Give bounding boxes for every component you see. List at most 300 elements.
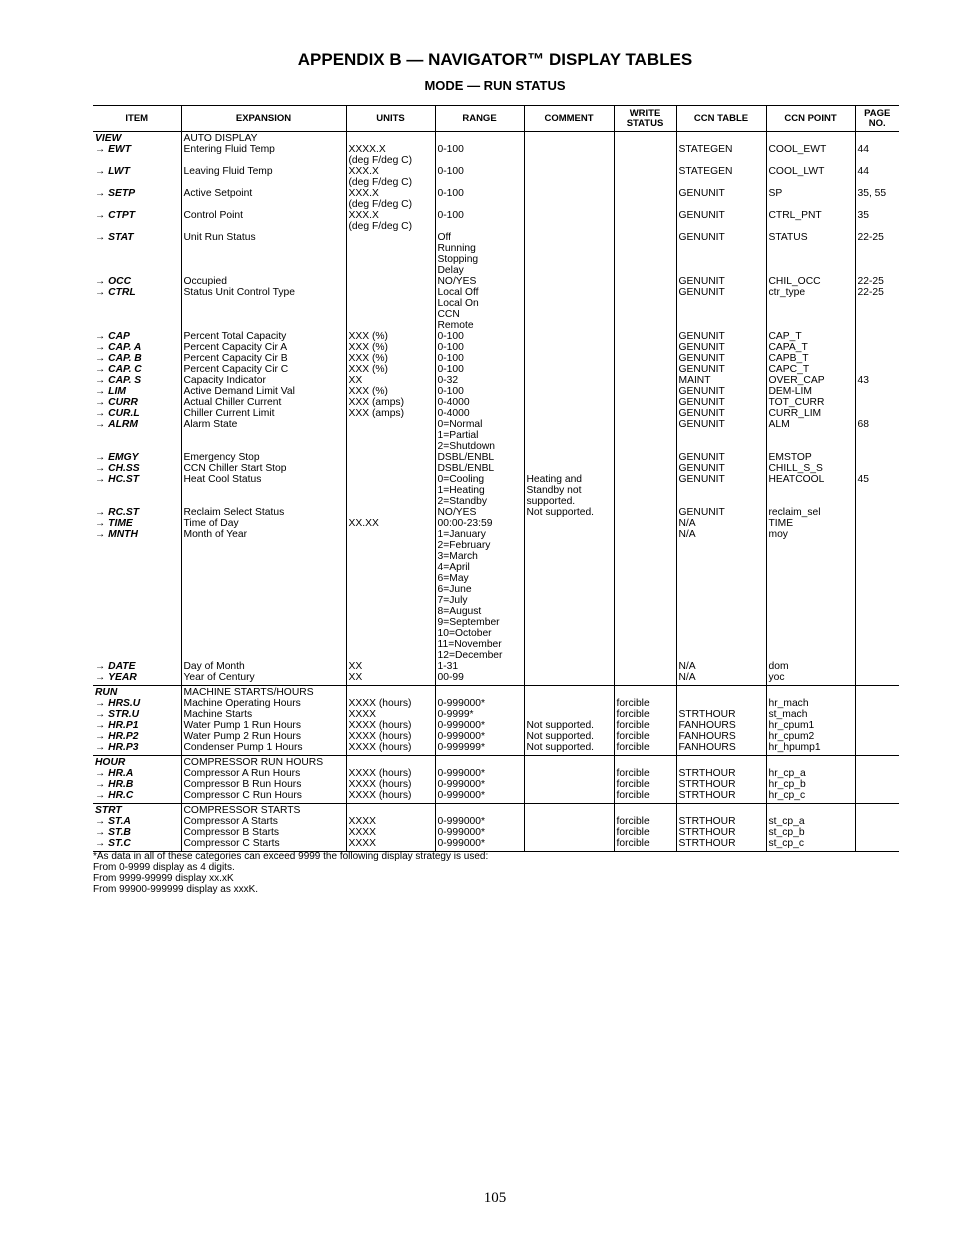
col-header-expansion: EXPANSION: [181, 106, 346, 132]
cell-line: [527, 210, 612, 221]
cell-line: [769, 177, 853, 188]
cell-line: [95, 617, 179, 628]
cell-line: Month of Year: [183, 529, 248, 540]
item-code: [95, 816, 179, 827]
arrow-icon: →: [95, 232, 109, 243]
cell-range: [435, 756, 524, 804]
cell-line: NO/YES: [437, 276, 477, 287]
cell-line: Machine Starts: [183, 709, 253, 720]
cell-line: [527, 419, 612, 430]
cell-ccn-point: [766, 804, 855, 852]
item-code: [95, 144, 179, 155]
cell-line: [679, 309, 764, 320]
cell-line: [679, 757, 764, 768]
footnote-line: From 0-9999 display as 4 digits.: [93, 862, 235, 873]
item-code: [95, 408, 179, 419]
cell-ccn-table: [676, 686, 766, 756]
cell-line: [349, 496, 433, 507]
item-code-text: CTRL: [108, 287, 136, 298]
cell-line: 0-100: [437, 166, 464, 177]
cell-line: [769, 628, 853, 639]
cell-line: 0=Cooling: [437, 474, 485, 485]
cell-line: [617, 805, 674, 816]
cell-line: [95, 595, 179, 606]
cell-line: [858, 485, 898, 496]
arrow-icon: →: [95, 463, 109, 474]
cell-line: 0-100: [437, 386, 464, 397]
cell-line: 0-100: [437, 353, 464, 364]
item-code: [95, 827, 179, 838]
cell-line: 9=September: [437, 617, 500, 628]
cell-line: CHILL_S_S: [768, 463, 823, 474]
cell-line: hr_cp_b: [768, 779, 806, 790]
cell-line: 00:00-23:59: [437, 518, 493, 529]
cell-line: hr_cpum2: [768, 731, 815, 742]
cell-line: [438, 221, 522, 232]
cell-line: [184, 485, 344, 496]
cell-line: GENUNIT: [678, 408, 725, 419]
cell-comment: [524, 132, 614, 686]
cell-line: XXXX (hours): [348, 768, 412, 779]
cell-line: [184, 573, 344, 584]
cell-line: [858, 617, 898, 628]
cell-line: hr_cpum1: [768, 720, 815, 731]
group-label: HOUR: [95, 757, 126, 768]
cell-item: [93, 132, 181, 686]
cell-line: [858, 133, 898, 144]
cell-line: forcible: [616, 731, 650, 742]
cell-line: [95, 221, 179, 232]
item-code-text: HR.A: [108, 768, 134, 779]
item-code-text: EWT: [108, 144, 132, 155]
cell-line: [184, 298, 344, 309]
cell-line: [617, 243, 674, 254]
cell-line: MACHINE STARTS/HOURS: [183, 687, 314, 698]
cell-units: [346, 686, 435, 756]
cell-line: [679, 320, 764, 331]
item-code-text: ST.C: [108, 838, 131, 849]
cell-line: [95, 584, 179, 595]
cell-line: [527, 698, 612, 709]
cell-line: [858, 628, 898, 639]
cell-line: XXX.X: [348, 210, 379, 221]
cell-line: XXXX (hours): [348, 698, 412, 709]
cell-line: [769, 485, 853, 496]
cell-line: CURR_LIM: [768, 408, 822, 419]
cell-line: [679, 584, 764, 595]
cell-line: [349, 419, 433, 430]
cell-line: forcible: [616, 698, 650, 709]
cell-line: st_cp_c: [768, 838, 804, 849]
cell-line: [679, 551, 764, 562]
cell-line: Off: [437, 232, 452, 243]
cell-line: [617, 386, 674, 397]
item-code-text: CTPT: [108, 210, 136, 221]
cell-line: [769, 540, 853, 551]
arrow-icon: →: [95, 838, 109, 849]
item-code: [95, 790, 179, 801]
cell-line: 6=May: [437, 573, 469, 584]
cell-line: CAPB_T: [768, 353, 809, 364]
cell-line: XXXX (hours): [348, 779, 412, 790]
cell-line: [858, 768, 898, 779]
col-header-page-no: PAGE NO.: [855, 106, 899, 132]
cell-line: Alarm State: [183, 419, 238, 430]
item-code-text: CAP. B: [108, 353, 142, 364]
item-code-text: HR.P3: [108, 742, 139, 753]
cell-line: [617, 287, 674, 298]
cell-line: ctr_type: [768, 287, 806, 298]
cell-line: Local On: [437, 298, 479, 309]
arrow-icon: →: [95, 419, 109, 430]
cell-line: [527, 709, 612, 720]
cell-comment: [524, 686, 614, 756]
cell-line: 0-4000: [437, 397, 470, 408]
cell-line: Not supported.: [526, 507, 595, 518]
cell-line: GENUNIT: [678, 353, 725, 364]
cell-line: Compressor B Run Hours: [183, 779, 302, 790]
cell-line: [858, 452, 898, 463]
arrow-icon: →: [95, 452, 109, 463]
cell-line: 2=Standby: [437, 496, 488, 507]
cell-line: XXX (%): [348, 342, 388, 353]
cell-line: AUTO DISPLAY: [183, 133, 258, 144]
arrow-icon: →: [95, 166, 109, 177]
cell-line: [858, 496, 898, 507]
item-code-text: ST.B: [108, 827, 131, 838]
cell-line: [349, 430, 433, 441]
cell-line: [617, 298, 674, 309]
cell-line: DEM-LIM: [768, 386, 812, 397]
cell-line: Status Unit Control Type: [183, 287, 295, 298]
cell-line: [527, 573, 612, 584]
footnote-line: *As data in all of these categories can exceed 9999 the following display strategy is used:: [93, 851, 489, 862]
arrow-icon: →: [95, 188, 109, 199]
cell-line: [679, 698, 764, 709]
cell-line: moy: [768, 529, 788, 540]
cell-line: [527, 144, 612, 155]
item-code: [95, 709, 179, 720]
cell-line: [617, 199, 674, 210]
cell-line: [527, 518, 612, 529]
cell-line: [617, 221, 674, 232]
cell-line: XXX (amps): [348, 397, 405, 408]
col-header-ccn-point: CCN POINT: [766, 106, 855, 132]
cell-line: XXXX: [348, 838, 376, 849]
cell-line: XXX (%): [348, 364, 388, 375]
cell-line: [679, 133, 764, 144]
cell-line: [617, 375, 674, 386]
cell-line: CAPC_T: [768, 364, 810, 375]
cell-line: [95, 298, 179, 309]
cell-line: 0-999000*: [437, 768, 486, 779]
cell-line: [349, 320, 433, 331]
cell-line: 6=June: [437, 584, 472, 595]
cell-line: [95, 199, 179, 210]
arrow-icon: →: [95, 342, 109, 353]
cell-line: [858, 177, 898, 188]
cell-line: 0-100: [437, 331, 464, 342]
cell-line: Heating and: [526, 474, 583, 485]
cell-line: XXXX (hours): [348, 731, 412, 742]
cell-line: GENUNIT: [678, 188, 725, 199]
cell-line: [617, 617, 674, 628]
cell-line: [527, 661, 612, 672]
cell-line: [769, 757, 853, 768]
col-header-comment: COMMENT: [524, 106, 614, 132]
item-code: [95, 661, 179, 672]
cell-item: [93, 804, 181, 852]
cell-line: [349, 276, 433, 287]
cell-line: [349, 243, 433, 254]
cell-line: Percent Capacity Cir C: [183, 364, 289, 375]
arrow-icon: →: [95, 364, 109, 375]
cell-line: [769, 199, 853, 210]
cell-line: [349, 441, 433, 452]
cell-line: [617, 364, 674, 375]
cell-line: 0-999999*: [437, 742, 486, 753]
cell-line: [527, 254, 612, 265]
cell-line: [858, 408, 898, 419]
cell-line: [617, 650, 674, 661]
cell-line: [617, 584, 674, 595]
item-code: [95, 386, 179, 397]
cell-line: [349, 584, 433, 595]
cell-line: [617, 529, 674, 540]
cell-comment: [524, 804, 614, 852]
arrow-icon: →: [95, 768, 109, 779]
cell-line: 10=October: [437, 628, 492, 639]
cell-line: 8=August: [437, 606, 482, 617]
cell-line: [769, 265, 853, 276]
cell-line: [769, 650, 853, 661]
cell-line: [858, 672, 898, 683]
cell-line: 0-999000*: [437, 838, 486, 849]
item-code: [95, 768, 179, 779]
arrow-icon: →: [95, 698, 109, 709]
cell-line: 2=February: [437, 540, 491, 551]
cell-line: [679, 430, 764, 441]
cell-line: [617, 540, 674, 551]
arrow-icon: →: [95, 474, 109, 485]
cell-units: [346, 132, 435, 686]
item-code-text: CAP. A: [108, 342, 142, 353]
cell-line: forcible: [616, 742, 650, 753]
cell-line: Emergency Stop: [183, 452, 260, 463]
cell-line: [527, 265, 612, 276]
table-group-strt: [93, 804, 899, 852]
arrow-icon: →: [95, 709, 109, 720]
cell-line: [527, 397, 612, 408]
cell-line: STRTHOUR: [678, 838, 736, 849]
cell-line: hr_mach: [768, 698, 809, 709]
arrow-icon: →: [95, 779, 109, 790]
cell-line: [184, 639, 344, 650]
cell-line: [527, 779, 612, 790]
cell-expansion: [181, 804, 346, 852]
cell-line: [679, 573, 764, 584]
cell-line: [858, 816, 898, 827]
cell-line: [858, 757, 898, 768]
cell-line: [95, 540, 179, 551]
cell-line: CCN: [437, 309, 460, 320]
cell-line: [527, 628, 612, 639]
cell-line: [858, 720, 898, 731]
cell-line: 3=March: [437, 551, 478, 562]
cell-line: [617, 452, 674, 463]
cell-line: [858, 254, 898, 265]
cell-line: [617, 232, 674, 243]
cell-line: Entering Fluid Temp: [183, 144, 275, 155]
item-code-text: HRS.U: [108, 698, 141, 709]
cell-line: [349, 639, 433, 650]
cell-line: [184, 441, 344, 452]
cell-line: [858, 742, 898, 753]
cell-line: [858, 342, 898, 353]
cell-line: STRTHOUR: [678, 709, 736, 720]
cell-line: (deg F/deg C): [348, 155, 413, 166]
item-code: [95, 188, 179, 199]
cell-line: [769, 687, 853, 698]
group-label: RUN: [95, 687, 118, 698]
cell-range: [435, 804, 524, 852]
cell-line: [617, 551, 674, 562]
cell-line: [349, 485, 433, 496]
arrow-icon: →: [95, 816, 109, 827]
cell-line: [95, 309, 179, 320]
cell-line: 1-31: [437, 661, 459, 672]
cell-line: [95, 639, 179, 650]
cell-line: [349, 298, 433, 309]
cell-line: [95, 441, 179, 452]
arrow-icon: →: [95, 397, 109, 408]
cell-line: forcible: [616, 790, 650, 801]
cell-line: 44: [857, 144, 869, 155]
cell-page-no: [855, 804, 899, 852]
cell-line: [617, 606, 674, 617]
cell-write-status: [614, 804, 676, 852]
cell-line: Active Demand Limit Val: [183, 386, 295, 397]
cell-line: [527, 838, 612, 849]
cell-line: [858, 265, 898, 276]
cell-line: GENUNIT: [678, 276, 725, 287]
cell-line: 1=Heating: [437, 485, 485, 496]
cell-line: [349, 650, 433, 661]
cell-line: [527, 639, 612, 650]
cell-expansion: [181, 686, 346, 756]
cell-line: XX: [348, 672, 363, 683]
cell-line: GENUNIT: [678, 397, 725, 408]
cell-line: 44: [857, 166, 869, 177]
cell-line: [617, 133, 674, 144]
cell-line: [349, 452, 433, 463]
cell-line: [527, 287, 612, 298]
cell-line: Active Setpoint: [183, 188, 253, 199]
cell-line: N/A: [678, 529, 696, 540]
cell-expansion: [181, 756, 346, 804]
cell-line: [527, 298, 612, 309]
item-code-text: ST.A: [108, 816, 131, 827]
cell-line: [349, 133, 433, 144]
cell-line: forcible: [616, 838, 650, 849]
cell-line: reclaim_sel: [768, 507, 821, 518]
cell-line: [617, 342, 674, 353]
cell-line: [349, 287, 433, 298]
cell-line: [617, 672, 674, 683]
cell-line: [858, 562, 898, 573]
cell-line: [95, 430, 179, 441]
table-header-row: [93, 106, 899, 132]
cell-line: [617, 144, 674, 155]
table-group-run: [93, 686, 899, 756]
item-code: [95, 375, 179, 386]
cell-line: [617, 573, 674, 584]
cell-line: 0-999000*: [437, 779, 486, 790]
cell-line: hr_hpump1: [768, 742, 821, 753]
cell-range: [435, 686, 524, 756]
cell-line: [769, 562, 853, 573]
cell-line: 0-100: [437, 210, 464, 221]
arrow-icon: →: [95, 742, 109, 753]
cell-line: [769, 595, 853, 606]
cell-line: [617, 309, 674, 320]
cell-ccn-table: [676, 132, 766, 686]
cell-line: [769, 320, 853, 331]
cell-line: [769, 639, 853, 650]
cell-line: [527, 430, 612, 441]
footnote: [93, 851, 488, 895]
item-code-text: RC.ST: [108, 507, 140, 518]
run-status-table: [93, 105, 899, 852]
cell-line: [349, 805, 433, 816]
cell-line: 0-999000*: [437, 698, 486, 709]
cell-line: 7=July: [437, 595, 468, 606]
cell-line: [527, 342, 612, 353]
item-code-text: EMGY: [108, 452, 139, 463]
cell-line: GENUNIT: [678, 386, 725, 397]
cell-line: [617, 254, 674, 265]
cell-line: [679, 639, 764, 650]
cell-line: [617, 408, 674, 419]
cell-line: [184, 320, 344, 331]
cell-line: [617, 562, 674, 573]
item-code-text: DATE: [108, 661, 136, 672]
cell-line: 22-25: [857, 276, 884, 287]
cell-line: 0-100: [437, 364, 464, 375]
cell-line: [769, 221, 853, 232]
cell-line: [438, 757, 522, 768]
cell-line: N/A: [678, 518, 696, 529]
cell-line: STATUS: [768, 232, 808, 243]
cell-line: [527, 540, 612, 551]
cell-line: [679, 562, 764, 573]
cell-line: [527, 816, 612, 827]
cell-line: 68: [857, 419, 869, 430]
cell-line: 0-100: [437, 342, 464, 353]
cell-line: [527, 606, 612, 617]
cell-line: XXX (%): [348, 386, 388, 397]
cell-line: Percent Capacity Cir B: [183, 353, 288, 364]
cell-line: Occupied: [183, 276, 228, 287]
cell-line: Machine Operating Hours: [183, 698, 301, 709]
cell-line: hr_cp_a: [768, 768, 806, 779]
cell-line: XX.XX: [348, 518, 379, 529]
cell-line: [95, 155, 179, 166]
item-code: [95, 364, 179, 375]
cell-line: [349, 463, 433, 474]
cell-line: [679, 606, 764, 617]
cell-line: st_cp_b: [768, 827, 805, 838]
